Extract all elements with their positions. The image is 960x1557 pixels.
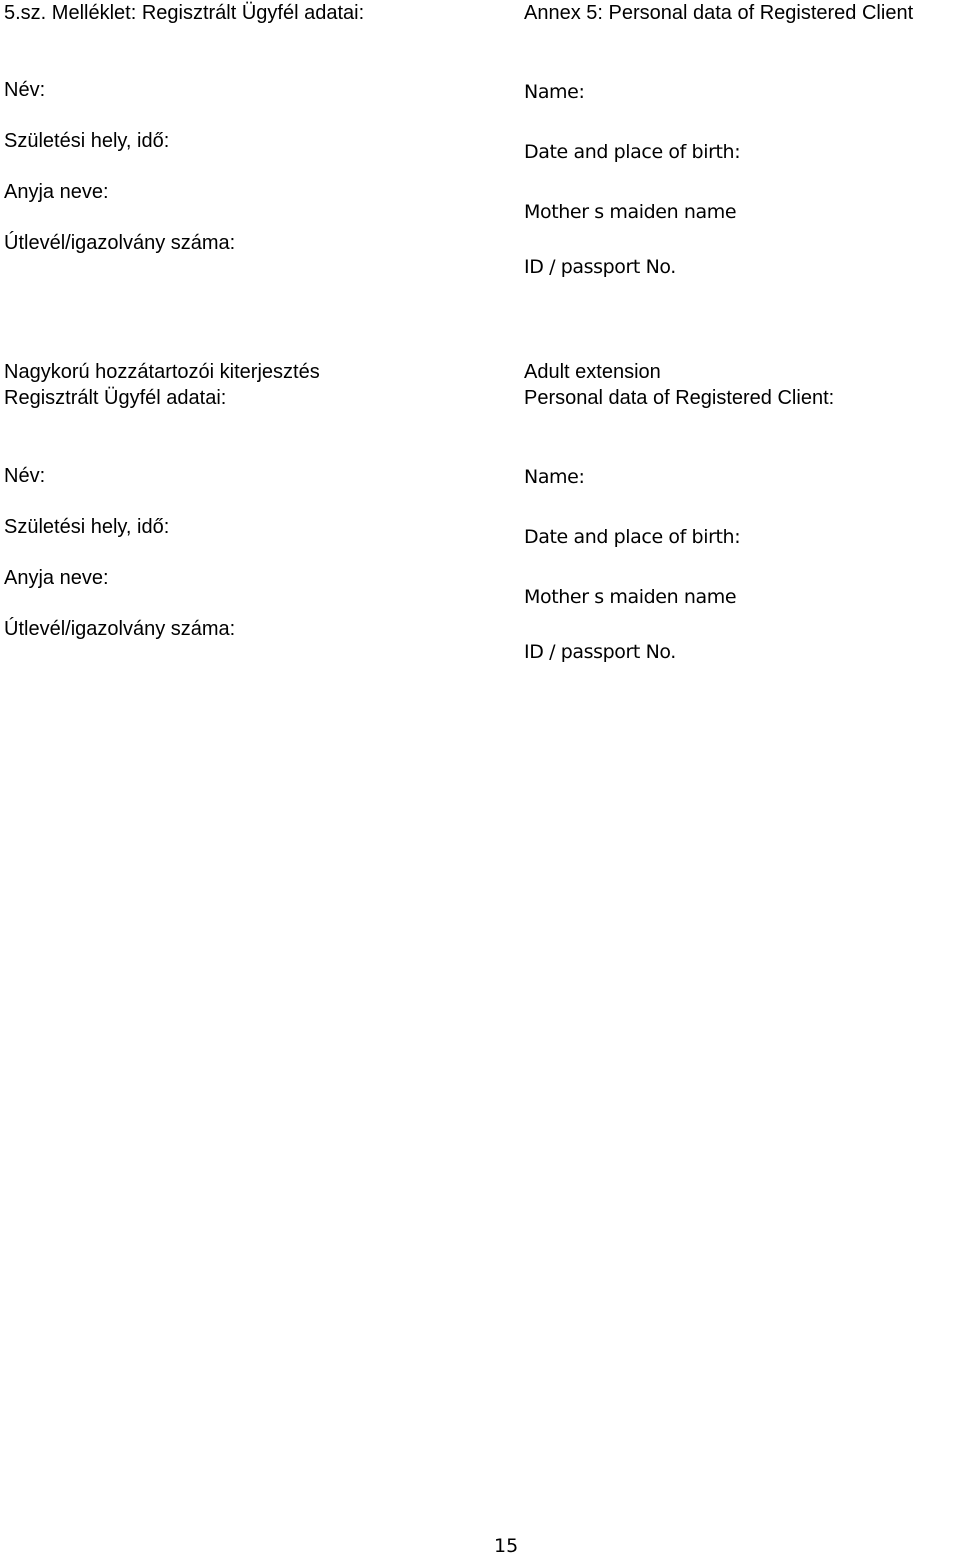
page-number: 15 xyxy=(494,1535,519,1557)
hu-extension-heading-line2: Regisztrált Ügyfél adatai: xyxy=(4,387,227,409)
en-birth-label-2: Date and place of birth: xyxy=(524,526,741,548)
en-extension-heading-line2: Personal data of Registered Client: xyxy=(524,387,835,409)
hu-birth-label: Születési hely, idő: xyxy=(4,130,170,152)
en-mother-label: Mother s maiden name xyxy=(524,201,737,223)
hu-extension-heading-line1: Nagykorú hozzátartozói kiterjesztés xyxy=(4,361,320,383)
en-id-label: ID / passport No. xyxy=(524,256,676,278)
en-name-label-2: Name: xyxy=(524,466,585,488)
hu-birth-label-2: Születési hely, idő: xyxy=(4,516,170,538)
en-mother-label-2: Mother s maiden name xyxy=(524,586,737,608)
hu-name-label: Név: xyxy=(4,79,46,101)
hu-mother-label: Anyja neve: xyxy=(4,181,109,203)
annex-title-english: Annex 5: Personal data of Registered Client xyxy=(524,2,914,24)
en-extension-heading-line1: Adult extension xyxy=(524,361,661,383)
hu-id-label-2: Útlevél/igazolvány száma: xyxy=(4,618,236,640)
en-id-label-2: ID / passport No. xyxy=(524,641,676,663)
annex-title-hungarian: 5.sz. Melléklet: Regisztrált Ügyfél adatai: xyxy=(4,2,365,24)
en-name-label: Name: xyxy=(524,81,585,103)
hu-name-label-2: Név: xyxy=(4,465,46,487)
hu-mother-label-2: Anyja neve: xyxy=(4,567,109,589)
hu-id-label: Útlevél/igazolvány száma: xyxy=(4,232,236,254)
en-birth-label: Date and place of birth: xyxy=(524,141,741,163)
